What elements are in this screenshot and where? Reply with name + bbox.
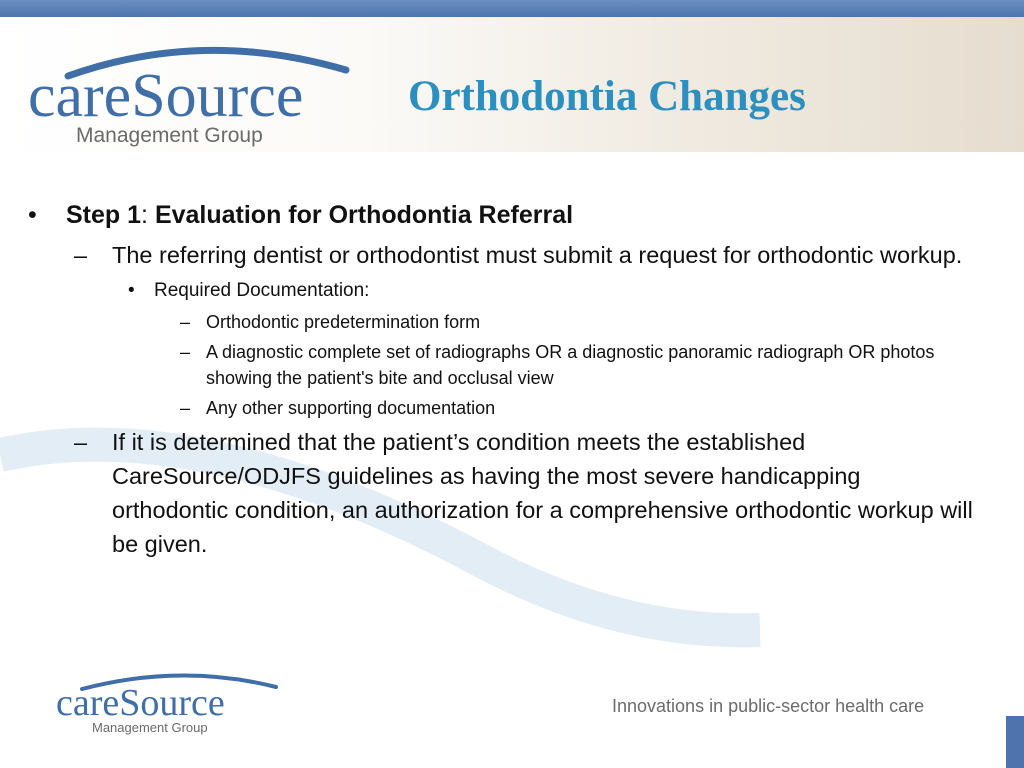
bullet-icon: •: [128, 280, 135, 301]
logo-subtitle: Management Group: [76, 124, 263, 147]
corner-accent: [1006, 716, 1024, 768]
step-heading: [28, 198, 978, 232]
required-documentation-label: Required Documentation:: [154, 280, 370, 301]
document-item: Any other supporting documentation: [206, 398, 496, 418]
list-item: [74, 238, 978, 272]
dash-icon: –: [180, 342, 191, 362]
slide-content: [28, 198, 978, 567]
caresource-logo: [28, 38, 368, 148]
document-item: A diagnostic complete set of radiographs OR a diagnostic panoramic radiograph OR photos showing the patient's bite and occlusal view: [206, 342, 935, 388]
slide-title: Orthodontia Changes: [408, 73, 806, 120]
footer-logo: [56, 667, 306, 737]
dash-icon: –: [74, 429, 88, 455]
list-item: [74, 425, 978, 561]
top-bar: [0, 0, 1024, 17]
document-item: Orthodontic predetermination form: [206, 312, 481, 332]
logo-wordmark: careSource: [28, 62, 304, 130]
list-item: [128, 278, 978, 304]
step-separator: :: [141, 201, 148, 229]
determination-text: If it is determined that the patient’s condition meets the established CareSource/ODJFS guidelines as having the most severe handicapping orthodontic condition, an authorization for a comprehensive orthodontic workup will be given.: [112, 429, 973, 557]
footer-tagline: Innovations in public-sector health care: [612, 696, 925, 716]
step-title: Evaluation for Orthodontia Referral: [154, 201, 574, 229]
list-item: [180, 309, 978, 335]
list-item: [180, 395, 978, 421]
footer-logo-subtitle: Management Group: [92, 720, 208, 735]
footer-logo-wordmark: careSource: [56, 682, 225, 724]
dash-icon: –: [180, 312, 191, 332]
dash-icon: –: [74, 242, 88, 268]
dash-icon: –: [180, 398, 191, 418]
list-item: [180, 339, 978, 391]
step-label: Step 1: [66, 201, 142, 229]
referral-text: The referring dentist or orthodontist must submit a request for orthodontic workup.: [112, 242, 963, 268]
bullet-icon: •: [28, 201, 37, 229]
